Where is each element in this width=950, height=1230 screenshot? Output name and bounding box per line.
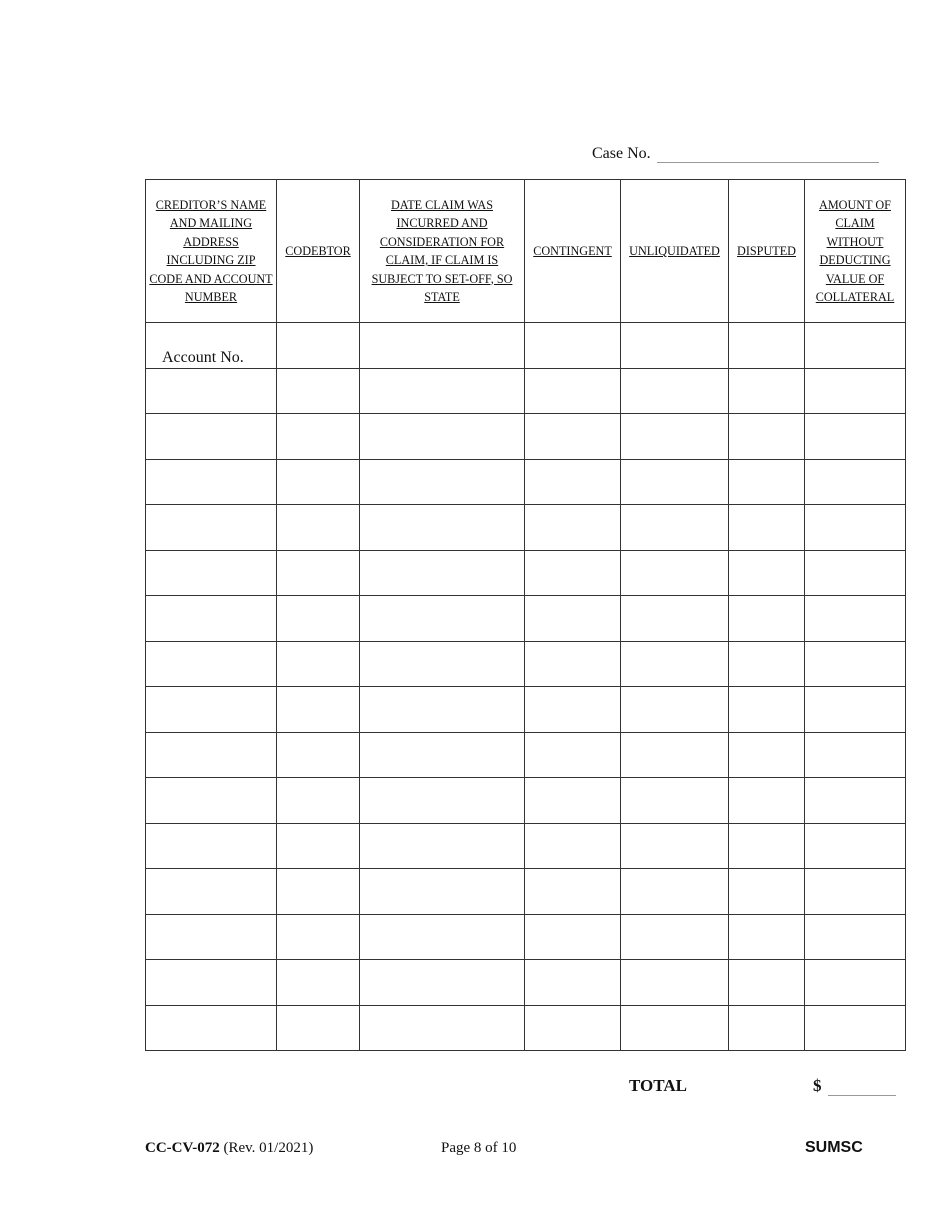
table-cell[interactable] — [360, 550, 525, 596]
table-cell[interactable] — [805, 869, 906, 915]
form-revision: (Rev. 01/2021) — [223, 1140, 314, 1156]
table-cell[interactable] — [277, 641, 360, 687]
case-number-field[interactable] — [657, 148, 879, 163]
table-cell[interactable] — [805, 550, 906, 596]
table-cell[interactable] — [277, 687, 360, 733]
table-cell[interactable] — [277, 550, 360, 596]
table-cell[interactable] — [805, 505, 906, 551]
table-cell[interactable] — [805, 960, 906, 1006]
table-cell[interactable] — [277, 778, 360, 824]
table-cell[interactable] — [805, 732, 906, 778]
table-cell[interactable] — [805, 914, 906, 960]
table-cell[interactable] — [729, 459, 805, 505]
table-cell[interactable] — [360, 596, 525, 642]
table-cell[interactable] — [360, 323, 525, 369]
table-cell[interactable] — [146, 914, 277, 960]
table-cell[interactable] — [360, 778, 525, 824]
table-cell[interactable] — [146, 960, 277, 1006]
table-cell[interactable] — [360, 505, 525, 551]
table-cell[interactable] — [146, 505, 277, 551]
table-cell[interactable] — [360, 368, 525, 414]
table-cell[interactable] — [360, 960, 525, 1006]
table-cell[interactable] — [277, 914, 360, 960]
case-number-label: Case No. — [592, 145, 651, 162]
table-row — [146, 368, 906, 414]
table-cell[interactable] — [729, 1005, 805, 1051]
table-row — [146, 732, 906, 778]
table-cell[interactable] — [805, 323, 906, 369]
table-cell[interactable] — [621, 960, 729, 1006]
form-identifier — [145, 1140, 313, 1157]
account-no-cell[interactable] — [146, 323, 277, 369]
table-row — [146, 960, 906, 1006]
table-cell[interactable] — [729, 641, 805, 687]
table-cell[interactable] — [146, 641, 277, 687]
table-row — [146, 550, 906, 596]
header-date-claim: DATE CLAIM WAS INCURRED AND CONSIDERATION FOR CLAIM, IF CLAIM IS SUBJECT TO SET-OFF, SO STATE — [360, 180, 525, 323]
table-cell[interactable] — [277, 732, 360, 778]
court-abbreviation: SUMSC — [805, 1139, 863, 1156]
header-creditor: CREDITOR’S NAME AND MAILING ADDRESS INCLUDING ZIP CODE AND ACCOUNT NUMBER — [146, 180, 277, 323]
total-currency: $ — [813, 1076, 822, 1095]
table-cell[interactable] — [621, 732, 729, 778]
table-cell[interactable] — [729, 823, 805, 869]
table-cell[interactable] — [360, 869, 525, 915]
table-cell[interactable] — [525, 323, 621, 369]
table-cell[interactable] — [525, 596, 621, 642]
table-cell[interactable] — [525, 459, 621, 505]
table-cell[interactable] — [146, 778, 277, 824]
table-cell[interactable] — [146, 596, 277, 642]
table-row — [146, 414, 906, 460]
table-cell[interactable] — [729, 778, 805, 824]
table-row — [146, 914, 906, 960]
table-cell[interactable] — [525, 960, 621, 1006]
table-cell[interactable] — [805, 1005, 906, 1051]
table-row — [146, 823, 906, 869]
table-cell[interactable] — [146, 687, 277, 733]
table-cell[interactable] — [729, 732, 805, 778]
table-cell[interactable] — [621, 368, 729, 414]
table-cell[interactable] — [729, 323, 805, 369]
form-id: CC-CV-072 — [145, 1140, 220, 1156]
table-cell[interactable] — [146, 732, 277, 778]
table-cell[interactable] — [360, 414, 525, 460]
table-row — [146, 1005, 906, 1051]
table-cell[interactable] — [360, 1005, 525, 1051]
table-cell[interactable] — [277, 323, 360, 369]
table-cell[interactable] — [146, 368, 277, 414]
table-cell[interactable] — [525, 687, 621, 733]
table-cell[interactable] — [805, 641, 906, 687]
table-cell[interactable] — [146, 550, 277, 596]
table-cell[interactable] — [621, 596, 729, 642]
table-cell[interactable] — [805, 596, 906, 642]
table-cell[interactable] — [360, 823, 525, 869]
case-number — [592, 145, 879, 163]
table-cell[interactable] — [277, 1005, 360, 1051]
table-cell[interactable] — [621, 1005, 729, 1051]
table-row — [146, 641, 906, 687]
table-cell[interactable] — [277, 596, 360, 642]
table-cell[interactable] — [525, 414, 621, 460]
page-number: Page 8 of 10 — [441, 1140, 517, 1156]
header-contingent: CONTINGENT — [525, 180, 621, 323]
total-amount-field[interactable] — [828, 1079, 896, 1096]
table-row — [146, 459, 906, 505]
table-cell[interactable] — [621, 869, 729, 915]
table-cell[interactable] — [525, 641, 621, 687]
table-cell[interactable] — [525, 550, 621, 596]
table-cell[interactable] — [621, 687, 729, 733]
table-cell[interactable] — [729, 414, 805, 460]
table-cell[interactable] — [621, 323, 729, 369]
table-cell[interactable] — [146, 869, 277, 915]
table-cell[interactable] — [621, 459, 729, 505]
table-cell[interactable] — [729, 960, 805, 1006]
header-disputed: DISPUTED — [729, 180, 805, 323]
table-cell[interactable] — [805, 459, 906, 505]
table-cell[interactable] — [729, 368, 805, 414]
table-cell[interactable] — [805, 368, 906, 414]
table-cell[interactable] — [277, 368, 360, 414]
header-unliquidated: UNLIQUIDATED — [621, 180, 729, 323]
table-cell[interactable] — [277, 960, 360, 1006]
table-row — [146, 687, 906, 733]
table-cell[interactable] — [805, 687, 906, 733]
table-cell[interactable] — [525, 732, 621, 778]
table-cell[interactable] — [525, 823, 621, 869]
table-row — [146, 596, 906, 642]
table-cell[interactable] — [621, 914, 729, 960]
table-cell[interactable] — [621, 641, 729, 687]
table-cell[interactable] — [525, 1005, 621, 1051]
table-header-row — [146, 180, 906, 323]
table-cell[interactable] — [360, 641, 525, 687]
table-row — [146, 505, 906, 551]
creditors-table — [145, 179, 906, 1051]
table-cell[interactable] — [805, 778, 906, 824]
table-cell[interactable] — [729, 550, 805, 596]
table-cell[interactable] — [621, 823, 729, 869]
table-cell[interactable] — [525, 505, 621, 551]
table-cell[interactable] — [621, 414, 729, 460]
table-row — [146, 778, 906, 824]
table-cell[interactable] — [621, 778, 729, 824]
table-cell[interactable] — [525, 368, 621, 414]
table-cell[interactable] — [360, 687, 525, 733]
table-cell[interactable] — [525, 778, 621, 824]
table-cell[interactable] — [525, 914, 621, 960]
account-no-label: Account No. — [162, 348, 244, 366]
table-cell[interactable] — [805, 823, 906, 869]
table-cell[interactable] — [621, 550, 729, 596]
table-cell[interactable] — [729, 505, 805, 551]
table-cell[interactable] — [360, 914, 525, 960]
total-amount — [813, 1076, 896, 1096]
table-cell[interactable] — [525, 869, 621, 915]
table-cell[interactable] — [805, 414, 906, 460]
table-cell[interactable] — [277, 505, 360, 551]
table-cell[interactable] — [146, 459, 277, 505]
table-cell[interactable] — [277, 414, 360, 460]
table-cell[interactable] — [621, 505, 729, 551]
total-label: TOTAL — [629, 1076, 687, 1095]
table-cell[interactable] — [360, 459, 525, 505]
table-cell[interactable] — [277, 459, 360, 505]
table-cell[interactable] — [729, 596, 805, 642]
table-cell[interactable] — [729, 869, 805, 915]
table-cell[interactable] — [360, 732, 525, 778]
table-cell[interactable] — [146, 414, 277, 460]
header-codebtor: CODEBTOR — [277, 180, 360, 323]
table-row — [146, 323, 906, 369]
table-cell[interactable] — [277, 869, 360, 915]
table-cell[interactable] — [146, 1005, 277, 1051]
header-amount: AMOUNT OF CLAIM WITHOUT DEDUCTING VALUE OF COLLATERAL — [805, 180, 906, 323]
table-cell[interactable] — [277, 823, 360, 869]
table-row — [146, 869, 906, 915]
table-cell[interactable] — [729, 687, 805, 733]
table-cell[interactable] — [729, 914, 805, 960]
table-cell[interactable] — [146, 823, 277, 869]
